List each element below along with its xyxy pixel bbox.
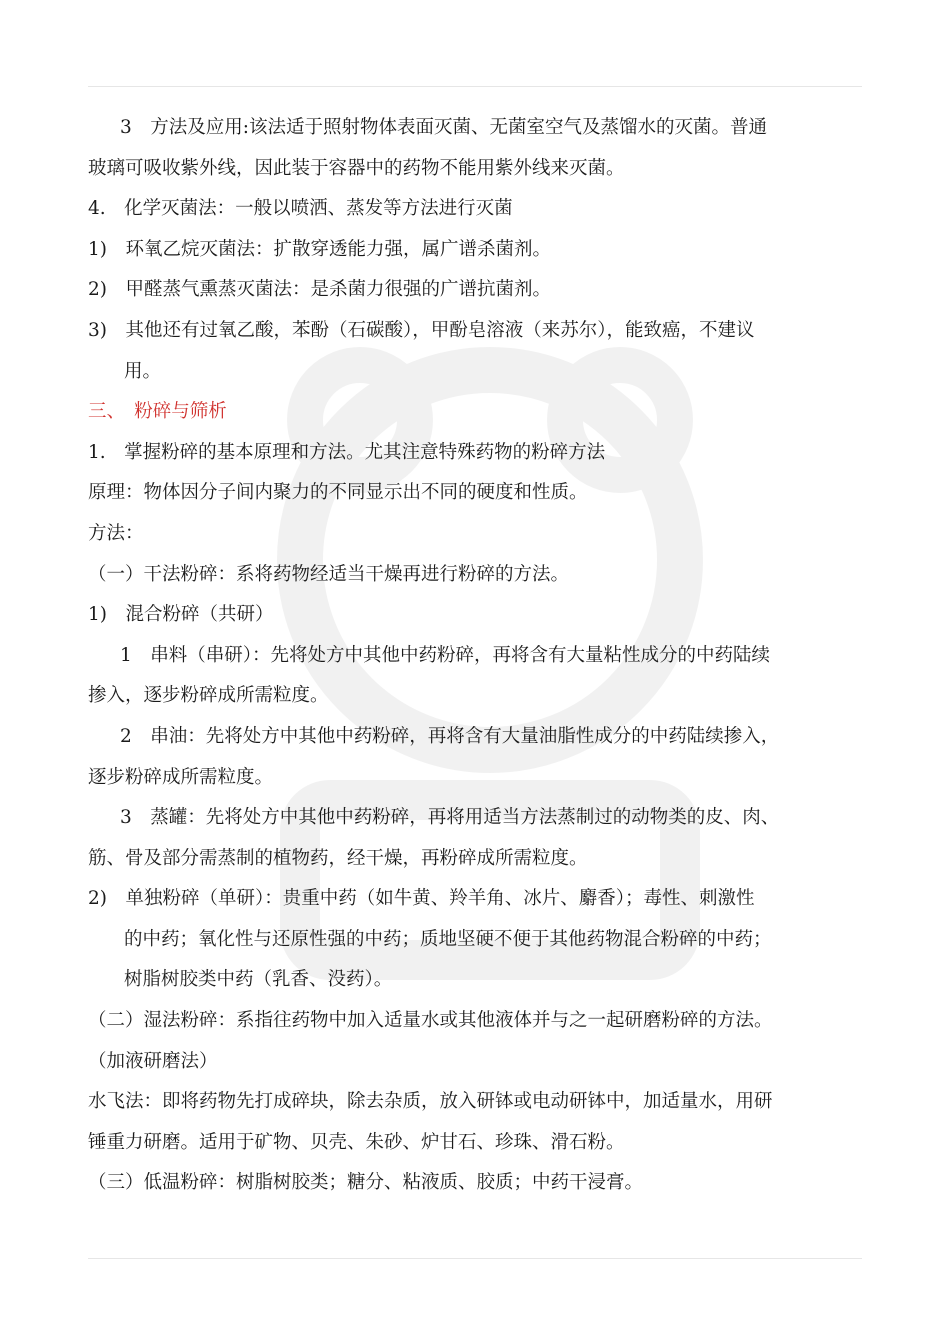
text-line: 1) 环氧乙烷灭菌法：扩散穿透能力强，属广谱杀菌剂。: [88, 238, 551, 260]
text-line: 筋、骨及部分需蒸制的植物药，经干燥，再粉碎成所需粒度。: [88, 847, 588, 869]
text-line: 1 串料（串研）：先将处方中其他中药粉碎，再将含有大量粘性成分的中药陆续: [120, 644, 771, 666]
text-line: 1) 混合粉碎（共研）: [88, 604, 274, 626]
section-heading: 三、 粉碎与筛析: [88, 401, 227, 423]
text-line: 3) 其他还有过氧乙酸，苯酚（石碳酸），甲酚皂溶液（来苏尔），能致癌，不建议: [88, 319, 755, 341]
text-line: 树脂树胶类中药（乳香、没药）。: [124, 969, 393, 991]
text-line: 4. 化学灭菌法：一般以喷洒、蒸发等方法进行灭菌: [88, 198, 513, 220]
text-line: 用。: [124, 360, 162, 382]
text-line: 水飞法：即将药物先打成碎块，除去杂质，放入研钵或电动研钵中，加适量水，用研: [88, 1091, 773, 1113]
text-line: 2) 甲醛蒸气熏蒸灭菌法：是杀菌力很强的广谱抗菌剂。: [88, 279, 551, 301]
text-line: 原理：物体因分子间内聚力的不同显示出不同的硬度和性质。: [88, 482, 588, 504]
footer-rule: [88, 1258, 862, 1259]
text-line: 锤重力研磨。适用于矿物、贝壳、朱砂、炉甘石、珍珠、滑石粉。: [88, 1131, 625, 1153]
text-line: 方法：: [88, 522, 144, 544]
text-line: 3 蒸罐：先将处方中其他中药粉碎，再将用适当方法蒸制过的动物类的皮、肉、: [120, 807, 780, 829]
text-line: （一）干法粉碎：系将药物经适当干燥再进行粉碎的方法。: [88, 563, 570, 585]
text-line: 1. 掌握粉碎的基本原理和方法。尤其注意特殊药物的粉碎方法: [88, 441, 606, 463]
document-body: [88, 108, 862, 1204]
text-line: 逐步粉碎成所需粒度。: [88, 766, 274, 788]
text-line: 3 方法及应用:该法适于照射物体表面灭菌、无菌室空气及蒸馏水的灭菌。普通: [120, 117, 768, 138]
text-line: 2) 单独粉碎（单研）：贵重中药（如牛黄、羚羊角、冰片、麝香）；毒性、刺激性: [88, 888, 755, 910]
text-line: （加液研磨法）: [88, 1050, 218, 1072]
text-line: 的中药；氧化性与还原性强的中药；质地坚硬不便于其他药物混合粉碎的中药；: [124, 928, 772, 950]
text-line: 玻璃可吸收紫外线，因此装于容器中的药物不能用紫外线来灭菌。: [88, 157, 625, 179]
text-line: （三）低温粉碎：树脂树胶类；糖分、粘液质、胶质；中药干浸膏。: [88, 1172, 644, 1194]
text-line: （二）湿法粉碎：系指往药物中加入适量水或其他液体并与之一起研磨粉碎的方法。: [88, 1010, 773, 1032]
text-line: 2 串油：先将处方中其他中药粉碎，再将含有大量油脂性成分的中药陆续掺入，: [120, 725, 780, 747]
header-rule: [88, 86, 862, 87]
text-line: 掺入，逐步粉碎成所需粒度。: [88, 685, 329, 707]
